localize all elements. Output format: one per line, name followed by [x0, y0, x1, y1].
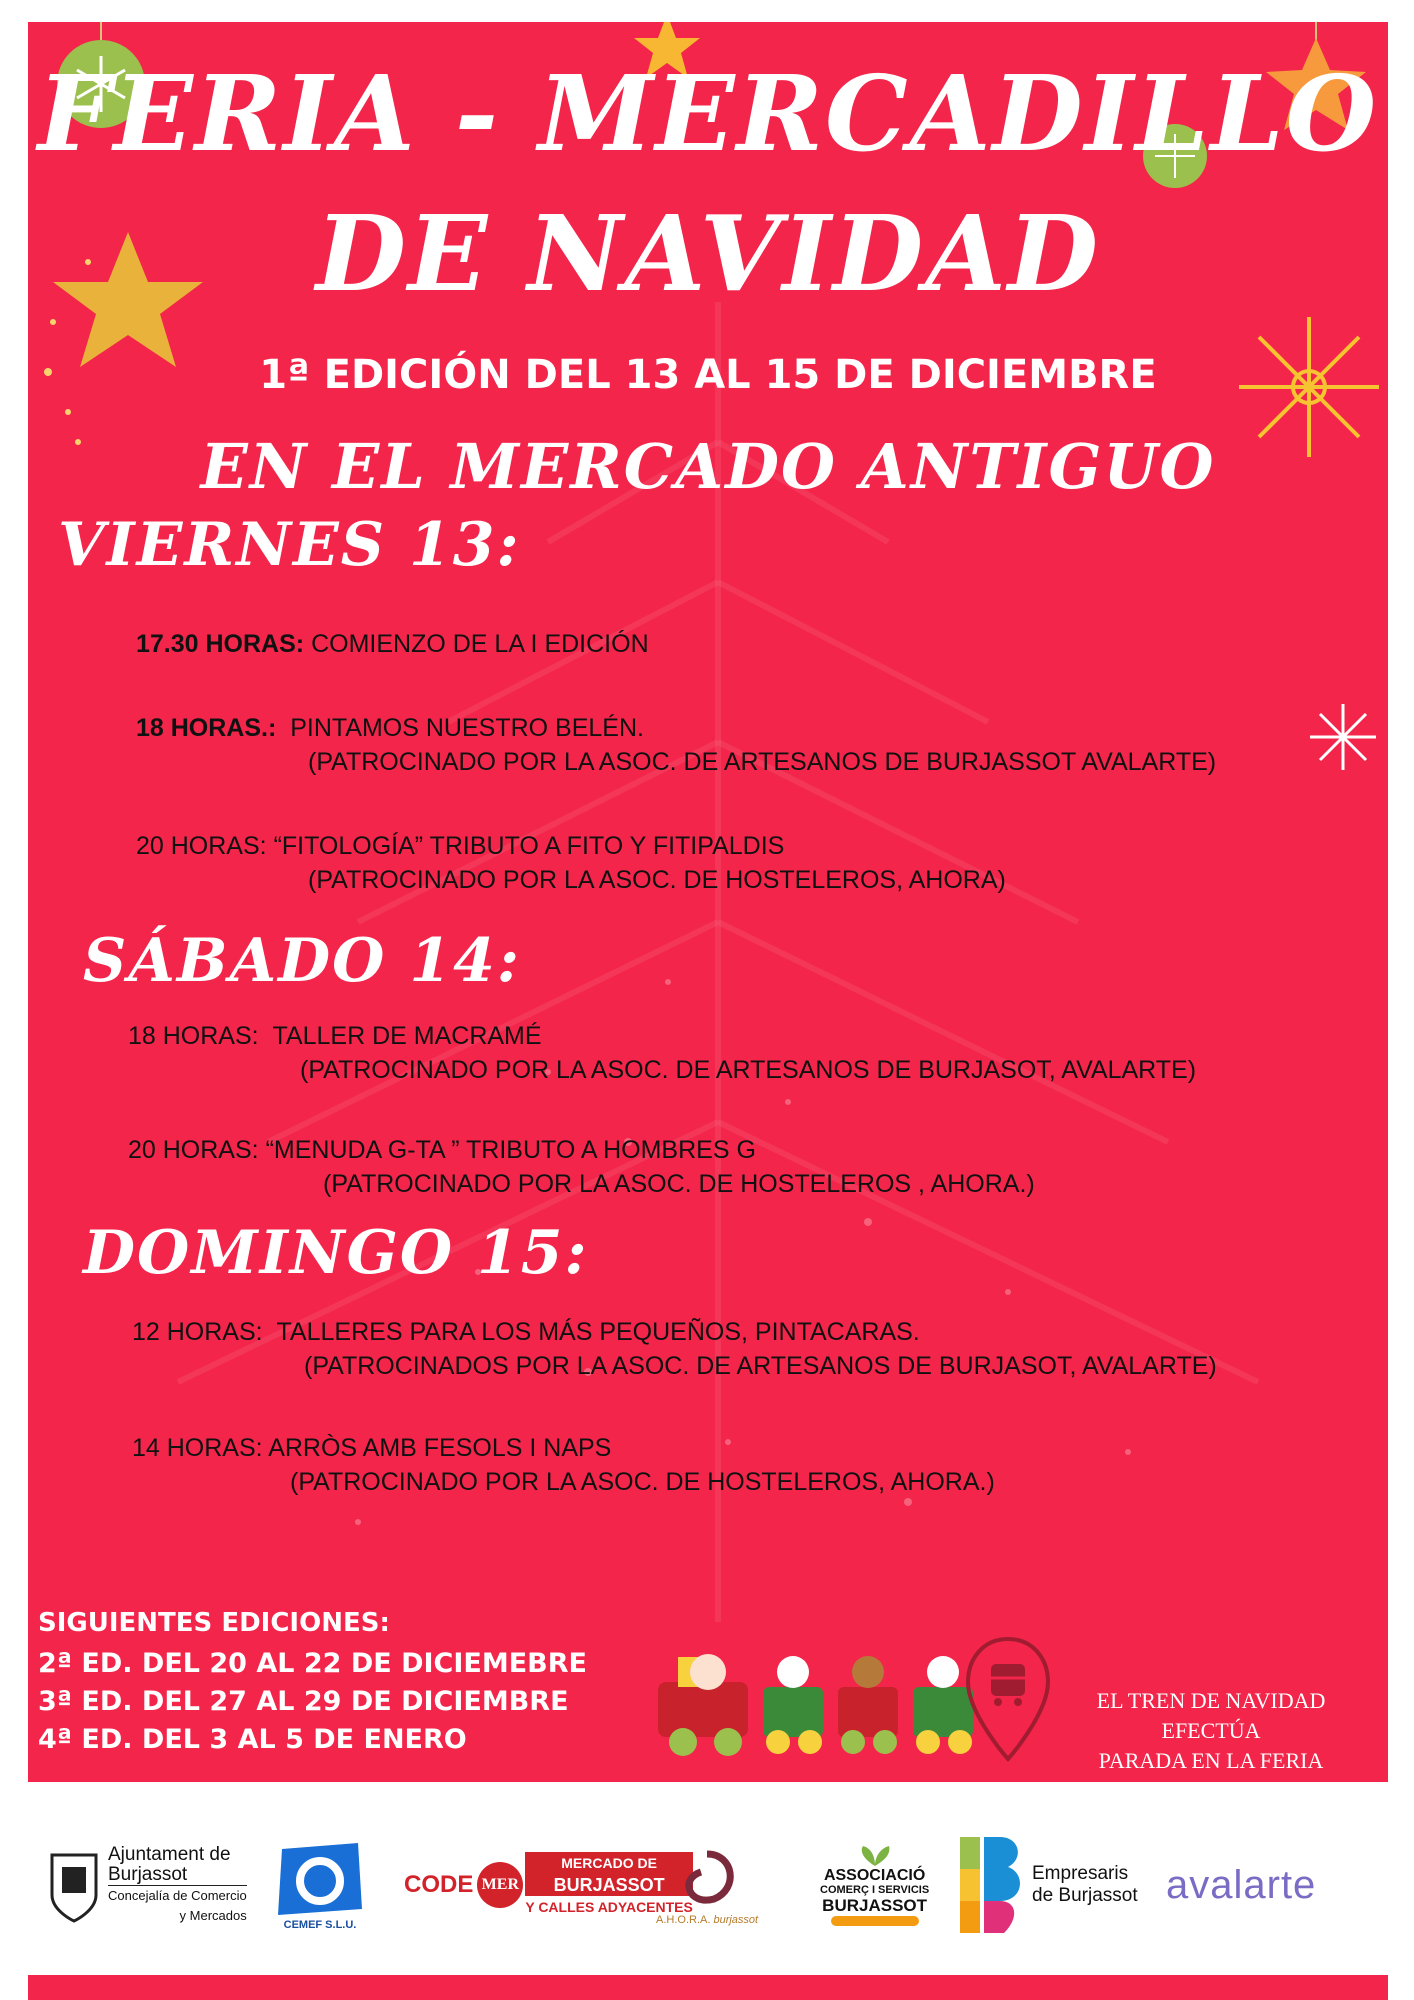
logo-ahora — [656, 1830, 758, 1940]
code-label: CODE — [404, 1871, 474, 1898]
associacio-line3: BURJASSOT — [822, 1896, 928, 1915]
train-note-line2: EFECTÚA — [1161, 1718, 1261, 1743]
day-heading-sabado: SÁBADO 14: — [83, 926, 521, 996]
logo-avalarte — [1166, 1830, 1316, 1940]
poster — [28, 22, 1388, 1782]
logo-empresaris — [960, 1830, 1138, 1940]
code-mer-line1: MERCADO DE — [525, 1852, 693, 1874]
empresaris-line2: de Burjassot — [1032, 1885, 1138, 1906]
logo-code-mer — [404, 1830, 693, 1940]
event-text: PINTAMOS NUESTRO BELÉN. — [290, 714, 644, 742]
next-edition-3: 3ª ED. DEL 27 AL 29 DE DICIEMBRE — [38, 1686, 569, 1717]
logo-ajuntament-burjassot — [46, 1830, 247, 1940]
ajuntament-line1: Ajuntament de — [108, 1843, 231, 1865]
footer-bar — [28, 1975, 1388, 2000]
christmas-train-icon — [648, 1642, 988, 1762]
edition-subtitle: 1ª EDICIÓN DEL 13 AL 15 DE DICIEMBRE — [259, 352, 1157, 398]
event-domingo-1 — [132, 1318, 920, 1347]
associacio-line2: COMERÇ I SERVICIS — [820, 1884, 930, 1896]
event-domingo-1-sponsor: (PATROCINADOS POR LA ASOC. DE ARTESANOS DE BURJASOT, AVALARTE) — [304, 1352, 1217, 1380]
event-time: 18 HORAS.: — [136, 714, 277, 742]
logo-associacio — [820, 1830, 929, 1940]
mer-badge: MER — [477, 1862, 523, 1908]
next-edition-2: 2ª ED. DEL 20 AL 22 DE DICIEMEBRE — [38, 1648, 587, 1679]
burjassot-crest-icon — [46, 1845, 102, 1925]
event-time: 20 HORAS: — [128, 1136, 259, 1164]
event-time: 17.30 HORAS: — [136, 630, 305, 658]
cemef-logo-icon — [272, 1839, 368, 1919]
associacio-line1: ASSOCIACIÓ — [823, 1867, 926, 1884]
ajuntament-line4: y Mercados — [179, 1907, 247, 1923]
next-edition-4: 4ª ED. DEL 3 AL 5 DE ENERO — [38, 1724, 467, 1755]
event-domingo-2-sponsor: (PATROCINADO POR LA ASOC. DE HOSTELEROS, AHORA.) — [290, 1468, 995, 1496]
empresaris-logo-icon — [960, 1837, 1024, 1933]
logo-cemef — [272, 1830, 368, 1940]
ahora-label: A.H.O.R.A. — [656, 1914, 711, 1926]
event-sabado-1-sponsor: (PATROCINADO POR LA ASOC. DE ARTESANOS DE BURJASOT, AVALARTE) — [300, 1056, 1197, 1084]
code-mer-line2: BURJASSOT — [525, 1874, 693, 1896]
day-heading-viernes: VIERNES 13: — [58, 510, 521, 580]
ajuntament-line2: Burjassot — [108, 1863, 188, 1885]
venue-text: EN EL MERCADO ANTIGUO — [200, 430, 1216, 503]
event-time: 20 HORAS: — [136, 832, 267, 860]
event-time: 14 HORAS: — [132, 1434, 263, 1462]
event-text: ARRÒS AMB FESOLS I NAPS — [268, 1434, 612, 1462]
poster-title-line1: FERIA - MERCADILLO — [37, 52, 1379, 175]
location-pin-train-icon — [963, 1634, 1053, 1764]
empresaris-line1: Empresaris — [1032, 1863, 1129, 1884]
event-domingo-2 — [132, 1434, 611, 1463]
next-editions-heading: SIGUIENTES EDICIONES: — [38, 1608, 390, 1638]
code-mer-line3: Y CALLES ADYACENTES — [525, 1899, 693, 1915]
event-sabado-1 — [128, 1022, 542, 1051]
day-heading-domingo: DOMINGO 15: — [83, 1218, 589, 1288]
white-snowflake-icon — [1308, 702, 1378, 772]
event-viernes-3-sponsor: (PATROCINADO POR LA ASOC. DE HOSTELEROS, AHORA) — [308, 866, 1006, 894]
ahora-swirl-icon — [659, 1844, 755, 1914]
ajuntament-line3: Concejalía de Comercio — [108, 1885, 247, 1906]
train-note-line3: PARADA EN LA FERIA — [1098, 1748, 1324, 1773]
event-text: “FITOLOGÍA” TRIBUTO A FITO Y FITIPALDIS — [273, 832, 785, 860]
poster-title-line2: DE NAVIDAD — [315, 192, 1101, 315]
cemef-label: CEMEF S.L.U. — [283, 1919, 357, 1931]
event-text: COMIENZO DE LA I EDICIÓN — [311, 630, 649, 658]
event-viernes-2 — [136, 714, 644, 743]
ahora-sub: burjassot — [713, 1914, 759, 1926]
event-time: 12 HORAS: — [132, 1318, 263, 1346]
avalarte-label: avalarte — [1166, 1862, 1317, 1907]
event-text: “MENUDA G-TA ” TRIBUTO A HOMBRES G — [265, 1136, 756, 1164]
event-viernes-3 — [136, 832, 784, 861]
associacio-underline — [831, 1916, 919, 1926]
event-viernes-2-sponsor: (PATROCINADO POR LA ASOC. DE ARTESANOS DE BURJASSOT AVALARTE) — [308, 748, 1217, 776]
event-text: TALLERES PARA LOS MÁS PEQUEÑOS, PINTACARAS. — [276, 1318, 920, 1346]
event-sabado-2 — [128, 1136, 756, 1165]
event-text: TALLER DE MACRAMÉ — [272, 1022, 542, 1050]
sprout-icon — [855, 1844, 895, 1868]
event-time: 18 HORAS: — [128, 1022, 259, 1050]
train-note-line1: EL TREN DE NAVIDAD — [1096, 1688, 1326, 1713]
event-viernes-1 — [136, 630, 649, 659]
event-sabado-2-sponsor: (PATROCINADO POR LA ASOC. DE HOSTELEROS , AHORA.) — [323, 1170, 1035, 1198]
